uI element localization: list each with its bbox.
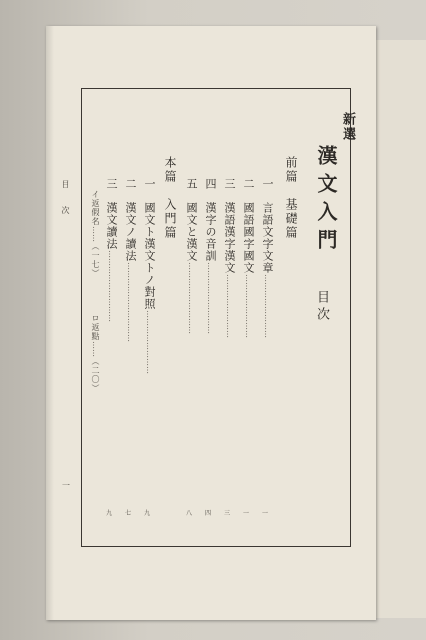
book-title: 漢文入門 [314,145,338,257]
toc-entry: 四 漢字の音訓……………………… [204,178,217,334]
toc-page: 七 [125,510,132,517]
toc-page: 八 [186,510,193,517]
toc-entry: 二 漢文ノ讀法………………………… [124,178,137,342]
toc-subentry: イ返假名……（一七） [91,190,100,278]
side-label: 目次 [61,180,70,232]
toc-page: 一 [262,510,269,517]
toc-entry: 三 漢文讀法……………………… [105,178,118,322]
toc-entry: 三 漢語漢字漢文…………………… [223,178,236,338]
toc-page: 四 [205,510,212,517]
folio: 一 [62,481,70,490]
title-prefix: 新選 [340,112,355,142]
toc-entry: 二 國語國字國文…………………… [242,178,255,338]
toc-entry: 一 言語文字文章…………………… [261,178,274,338]
title-suffix: 目次 [314,290,329,324]
toc-page: 三 [224,510,231,517]
part1-heading: 前篇 基礎篇 [284,156,298,240]
toc-subentry: ロ返點……（二〇） [91,314,100,393]
toc-page: 一 [243,510,250,517]
part2-heading: 本篇 入門篇 [163,156,177,240]
toc-page: 九 [144,510,151,517]
toc-entry: 一 國文ト漢文トノ對照…………………… [143,178,156,374]
page-gutter [46,26,54,620]
toc-page: 九 [106,510,113,517]
facing-page [368,40,426,618]
toc-entry: 五 國文と漢文……………………… [185,178,198,334]
